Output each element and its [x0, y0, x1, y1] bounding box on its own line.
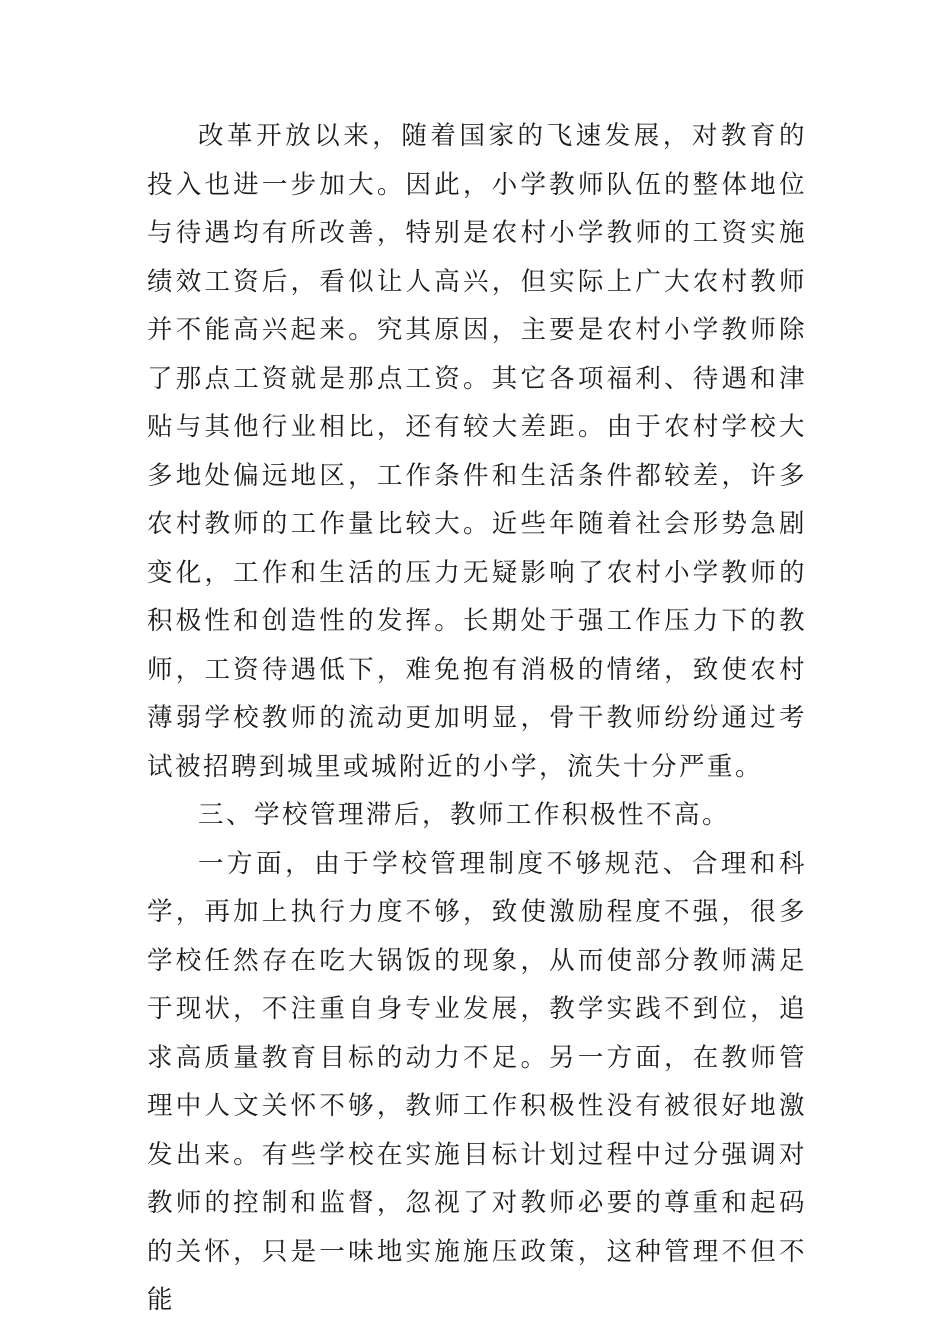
paragraph-management-issues: 一方面，由于学校管理制度不够规范、合理和科学，再加上执行力度不够，致使激励程度不强，很多学校任然存在吃大锅饭的现象，从而使部分教师满足于现状，不注重自身专业发展，教学实践不到位，追求高质量教育目标的动力不足。另一方面，在教师管理中人文关怀不够，教师工作积极性没有被很好地激发出来。有些学校在实施目标计划过程中过分强调对教师的控制和监督，忽视了对教师必要的尊重和起码的关怀，只是一味地实施施压政策，这种管理不但不能: [147, 848, 807, 1315]
document-body: [147, 112, 807, 1325]
paragraph-teacher-salary: 改革开放以来，随着国家的飞速发展，对教育的投入也进一步加大。因此，小学教师队伍的整体地位与待遇均有所改善，特别是农村小学教师的工资实施绩效工资后，看似让人高兴，但实际上广大农村教师并不能高兴起来。究其原因，主要是农村小学教师除了那点工资就是那点工资。其它各项福利、待遇和津贴与其他行业相比，还有较大差距。由于农村学校大多地处偏远地区，工作条件和生活条件都较差，许多农村教师的工作量比较大。近些年随着社会形势急剧变化，工作和生活的压力无疑影响了农村小学教师的积极性和创造性的发挥。长期处于强工作压力下的教师，工资待遇低下，难免抱有消极的情绪，致使农村薄弱学校教师的流动更加明显，骨干教师纷纷通过考试被招聘到城里或城附近的小学，流失十分严重。: [147, 121, 807, 782]
section-heading-school-management: 三、学校管理滞后，教师工作积极性不高。: [198, 800, 731, 830]
